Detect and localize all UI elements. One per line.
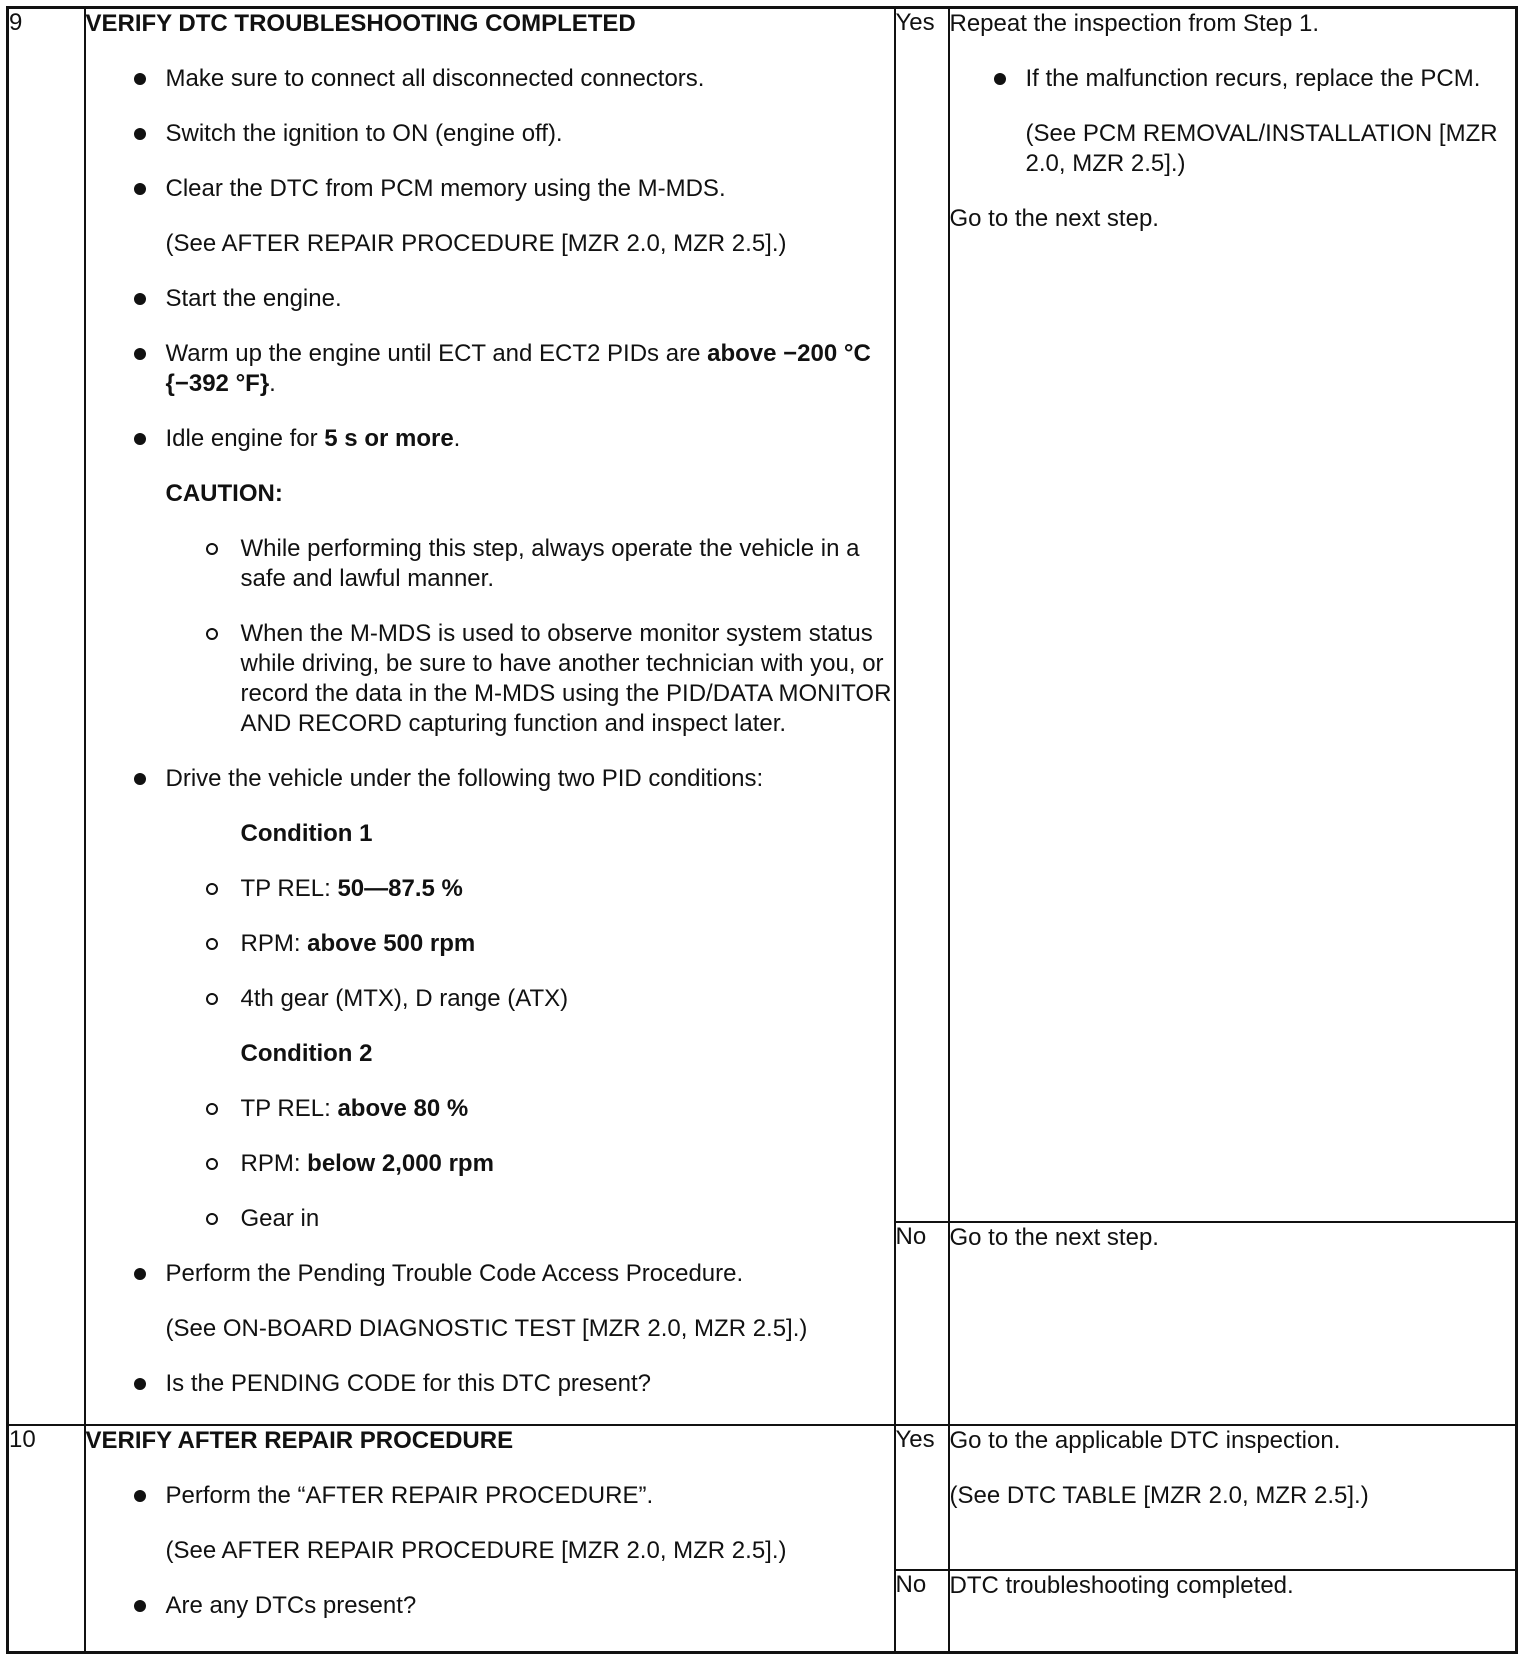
step-title: VERIFY AFTER REPAIR PROCEDURE xyxy=(85,1427,514,1454)
no-label: No xyxy=(895,1222,949,1425)
condition-item xyxy=(86,874,894,904)
no-result xyxy=(949,1222,1517,1425)
no-result xyxy=(949,1570,1517,1653)
yes-label: Yes xyxy=(895,1425,949,1570)
step-number: 10 xyxy=(8,1425,85,1653)
result-text: Repeat the inspection from Step 1. xyxy=(949,10,1320,37)
bullet-text: . xyxy=(269,370,276,397)
step-10-yes-row xyxy=(8,1425,1517,1570)
no-label: No xyxy=(895,1570,949,1653)
condition-item xyxy=(86,1094,894,1124)
condition-item xyxy=(86,1149,894,1179)
step-9-actions xyxy=(85,8,895,1426)
bullet-item: Is the PENDING CODE for this DTC present? xyxy=(86,1369,894,1399)
condition-key: TP REL: xyxy=(240,875,338,902)
troubleshooting-table xyxy=(6,6,1518,1654)
reference-link[interactable]: (See AFTER REPAIR PROCEDURE [MZR 2.0, MZR 2.5].) xyxy=(165,1537,787,1564)
condition-key: TP REL: xyxy=(240,1095,338,1122)
bullet-item: Clear the DTC from PCM memory using the M-MDS. xyxy=(86,174,894,204)
caution-label: CAUTION: xyxy=(165,480,283,507)
caution-item: While performing this step, always operate the vehicle in a safe and lawful manner. xyxy=(86,534,894,594)
bullet-item: Switch the ignition to ON (engine off). xyxy=(86,119,894,149)
bullet-item xyxy=(86,339,894,399)
condition-item: Gear in xyxy=(86,1204,894,1234)
bullet-item: Perform the Pending Trouble Code Access Procedure. xyxy=(86,1259,894,1289)
yes-label: Yes xyxy=(895,8,949,1223)
step-number: 9 xyxy=(8,8,85,1426)
condition-value: below 2,000 rpm xyxy=(307,1150,494,1177)
condition-key: RPM: xyxy=(240,1150,308,1177)
caution-item: When the M-MDS is used to observe monitor system status while driving, be sure to have another technician with you, or record the data in the M-MDS using the PID/DATA MONITOR AND RECORD capturing function and inspect later. xyxy=(86,619,894,739)
reference-link[interactable]: (See AFTER REPAIR PROCEDURE [MZR 2.0, MZR 2.5].) xyxy=(165,230,787,257)
bullet-item: Perform the “AFTER REPAIR PROCEDURE”. xyxy=(86,1481,894,1511)
bullet-item: If the malfunction recurs, replace the PCM. xyxy=(950,64,1516,94)
step-10-actions xyxy=(85,1425,895,1653)
reference-link[interactable]: (See ON-BOARD DIAGNOSTIC TEST [MZR 2.0, MZR 2.5].) xyxy=(165,1315,808,1342)
reference-link[interactable]: (See DTC TABLE [MZR 2.0, MZR 2.5].) xyxy=(949,1482,1369,1509)
bullet-emphasis: 5 s or more xyxy=(324,425,454,452)
bullet-text: . xyxy=(453,425,461,452)
condition-item: 4th gear (MTX), D range (ATX) xyxy=(86,984,894,1014)
condition-label: Condition 1 xyxy=(240,820,373,847)
result-text: Go to the next step. xyxy=(949,205,1159,232)
condition-value: above 500 rpm xyxy=(307,930,476,957)
yes-result xyxy=(949,1425,1517,1570)
bullet-emphasis: above −200 °C {−392 °F} xyxy=(165,340,871,397)
result-text: DTC troubleshooting completed. xyxy=(949,1572,1294,1599)
condition-value: above 80 % xyxy=(337,1095,469,1122)
yes-result xyxy=(949,8,1517,1223)
reference-link[interactable]: (See PCM REMOVAL/INSTALLATION [MZR 2.0, MZR 2.5].) xyxy=(1025,120,1498,177)
bullet-item: Are any DTCs present? xyxy=(86,1591,894,1621)
condition-value: 50—87.5 % xyxy=(337,875,463,902)
bullet-item xyxy=(86,424,894,454)
condition-key: RPM: xyxy=(240,930,308,957)
bullet-text: Idle engine for xyxy=(165,425,325,452)
step-9-yes-row xyxy=(8,8,1517,1223)
result-text: Go to the next step. xyxy=(949,1224,1159,1252)
bullet-item: Make sure to connect all disconnected connectors. xyxy=(86,64,894,94)
bullet-text: Warm up the engine until ECT and ECT2 PIDs are xyxy=(165,340,708,367)
step-title: VERIFY DTC TROUBLESHOOTING COMPLETED xyxy=(85,10,636,37)
bullet-item: Start the engine. xyxy=(86,284,894,314)
result-text: Go to the applicable DTC inspection. xyxy=(949,1427,1341,1454)
condition-item xyxy=(86,929,894,959)
condition-label: Condition 2 xyxy=(240,1040,373,1067)
bullet-item: Drive the vehicle under the following two PID conditions: xyxy=(86,764,894,794)
